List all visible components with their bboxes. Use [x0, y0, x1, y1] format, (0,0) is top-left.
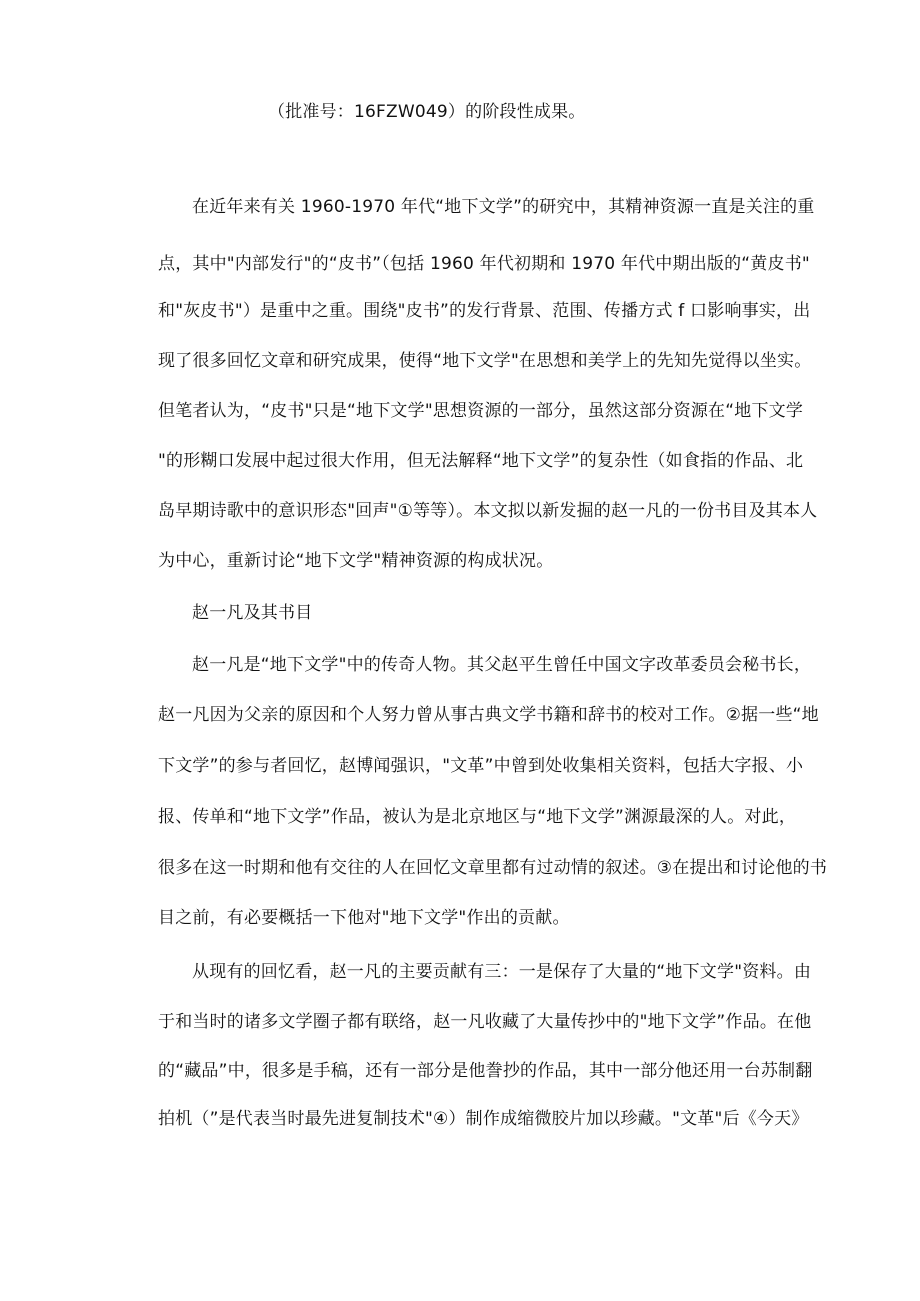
paragraph-2-line-1: 赵一凡是“地下文学"中的传奇人物。其父赵平生曾任中国文字改革委员会秘书长，: [192, 655, 812, 675]
paragraph-2-line-6: 目之前，有必要概括一下他对"地下文学"作出的贡献。: [158, 908, 570, 928]
paragraph-3-line-2: 于和当时的诸多文学圈子都有联络，赵一凡收藏了大量传抄中的"地下文学”作品。在他: [158, 1012, 812, 1032]
paragraph-3-line-4: 拍机（”是代表当时最先进复制技术"④）制作成缩微胶片加以珍藏。"文革"后《今天》: [158, 1109, 809, 1129]
paragraph-1-line-8: 为中心，重新讨论“地下文学"精神资源的构成状况。: [158, 551, 554, 571]
paragraph-2-line-2: 赵一凡因为父亲的原因和个人努力曾从事古典文学书籍和辞书的校对工作。②据一些“地: [158, 705, 819, 725]
paragraph-3-line-1: 从现有的回忆看，赵一凡的主要贡献有三：一是保存了大量的“地下文学"资料。由: [192, 962, 812, 982]
paragraph-1-line-4: 现了很多回忆文章和研究成果，使得“地下文学"在思想和美学上的先知先觉得以坐实。: [158, 351, 812, 371]
paragraph-1-line-1: 在近年来有关 1960-1970 年代“地下文学”的研究中，其精神资源一直是关注的重: [192, 197, 815, 217]
paragraph-3-line-3: 的“藏品”中，很多是手稿，还有一部分是他誊抄的作品，其中一部分他还用一台苏制翻: [158, 1061, 813, 1081]
paragraph-1-line-5: 但笔者认为，“皮书"只是“地下文学"思想资源的一部分，虽然这部分资源在“地下文学: [158, 401, 804, 421]
funding-note-line: （批准号：16FZW049）的阶段性成果。: [268, 102, 586, 122]
paragraph-1-line-3: 和"灰皮书"）是重中之重。围绕"皮书”的发行背景、范围、传播方式 f 口影响事实，出: [158, 301, 811, 321]
section-heading: 赵一凡及其书目: [192, 603, 313, 623]
paragraph-2-line-5: 很多在这一时期和他有交往的人在回忆文章里都有过动情的叙述。③在提出和讨论他的书: [158, 858, 828, 878]
paragraph-2-line-3: 下文学”的参与者回忆，赵博闻强识，"文革”中曾到处收集相关资料，包括大字报、小: [158, 756, 804, 776]
paragraph-2-line-4: 报、传单和“地下文学”作品，被认为是北京地区与“地下文学”渊源最深的人。对此，: [158, 807, 797, 827]
paragraph-1-line-2: 点，其中"内部发行"的“皮书”（包括 1960 年代初期和 1970 年代中期出版的“黄皮书": [158, 254, 810, 274]
paragraph-1-line-6: "的形糊口发展中起过很大作用，但无法解释“地下文学”的复杂性（如食指的作品、北: [158, 451, 804, 471]
paragraph-1-line-7: 岛早期诗歌中的意识形态"回声"①等等）。本文拟以新发掘的赵一凡的一份书目及其本人: [158, 501, 818, 521]
